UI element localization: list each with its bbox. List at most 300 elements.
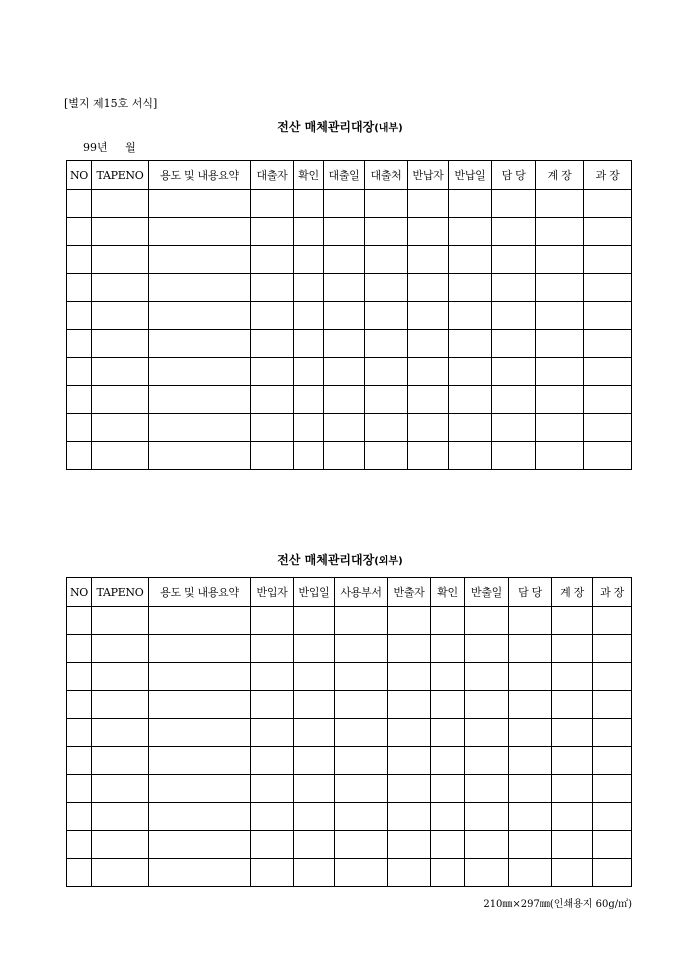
header-cell: 용도 및 내용요약 xyxy=(149,578,251,607)
table-cell xyxy=(408,414,449,442)
table-cell xyxy=(365,274,408,302)
table-cell xyxy=(593,831,632,859)
table-cell xyxy=(324,274,365,302)
table-cell xyxy=(492,386,536,414)
table-cell xyxy=(465,663,509,691)
table-cell xyxy=(294,635,335,663)
table-cell xyxy=(431,607,465,635)
table-cell xyxy=(67,691,92,719)
table-cell xyxy=(492,442,536,470)
table-row xyxy=(67,607,632,635)
table-cell xyxy=(536,414,584,442)
table-cell xyxy=(67,831,92,859)
table-cell xyxy=(584,386,632,414)
external-title-text: 전산 매체관리대장 xyxy=(277,553,375,567)
header-cell: 과 장 xyxy=(593,578,632,607)
table-cell xyxy=(408,386,449,414)
table-row xyxy=(67,442,632,470)
header-cell: 반출자 xyxy=(388,578,431,607)
table-cell xyxy=(251,386,294,414)
table-cell xyxy=(149,190,251,218)
table-cell xyxy=(465,719,509,747)
table-cell xyxy=(465,635,509,663)
table-cell xyxy=(294,803,335,831)
table-cell xyxy=(251,302,294,330)
internal-table-body xyxy=(67,190,632,470)
table-cell xyxy=(408,442,449,470)
table-cell xyxy=(67,803,92,831)
table-cell xyxy=(92,663,149,691)
table-row xyxy=(67,190,632,218)
table-cell xyxy=(449,274,492,302)
table-cell xyxy=(388,859,431,887)
table-cell xyxy=(492,274,536,302)
table-cell xyxy=(67,775,92,803)
table-cell xyxy=(251,719,294,747)
table-cell xyxy=(536,358,584,386)
external-ledger-table xyxy=(66,577,632,887)
table-row xyxy=(67,246,632,274)
table-cell xyxy=(388,775,431,803)
table-cell xyxy=(67,386,92,414)
table-cell xyxy=(294,747,335,775)
table-cell xyxy=(593,663,632,691)
table-cell xyxy=(294,775,335,803)
table-cell xyxy=(365,190,408,218)
header-cell: 대출일 xyxy=(324,161,365,190)
table-cell xyxy=(335,831,388,859)
table-cell xyxy=(449,302,492,330)
table-cell xyxy=(552,747,593,775)
table-cell xyxy=(67,190,92,218)
table-cell xyxy=(251,607,294,635)
table-cell xyxy=(465,831,509,859)
table-cell xyxy=(149,302,251,330)
table-cell xyxy=(492,358,536,386)
table-cell xyxy=(552,775,593,803)
table-cell xyxy=(593,719,632,747)
table-cell xyxy=(251,358,294,386)
header-cell: 계 장 xyxy=(552,578,593,607)
table-row xyxy=(67,330,632,358)
table-cell xyxy=(388,747,431,775)
table-cell xyxy=(67,414,92,442)
form-label: [별지 제15호 서식] xyxy=(64,97,158,110)
table-cell xyxy=(149,691,251,719)
table-cell xyxy=(149,218,251,246)
table-cell xyxy=(584,274,632,302)
header-cell: 반납자 xyxy=(408,161,449,190)
table-cell xyxy=(593,803,632,831)
table-cell xyxy=(449,386,492,414)
table-cell xyxy=(335,775,388,803)
table-cell xyxy=(92,358,149,386)
table-cell xyxy=(335,803,388,831)
table-cell xyxy=(408,302,449,330)
internal-title-suffix: (내부) xyxy=(374,123,403,134)
table-cell xyxy=(92,302,149,330)
table-cell xyxy=(251,803,294,831)
table-cell xyxy=(92,414,149,442)
table-cell xyxy=(335,635,388,663)
table-cell xyxy=(335,719,388,747)
table-row xyxy=(67,691,632,719)
table-cell xyxy=(67,246,92,274)
table-cell xyxy=(251,414,294,442)
table-cell xyxy=(388,663,431,691)
table-cell xyxy=(593,635,632,663)
table-cell xyxy=(251,859,294,887)
table-cell xyxy=(324,414,365,442)
table-cell xyxy=(149,831,251,859)
table-cell xyxy=(67,719,92,747)
table-cell xyxy=(92,803,149,831)
table-cell xyxy=(92,859,149,887)
table-cell xyxy=(324,442,365,470)
table-cell xyxy=(251,831,294,859)
table-cell xyxy=(324,386,365,414)
header-cell: TAPENO xyxy=(92,161,149,190)
table-cell xyxy=(92,607,149,635)
table-cell xyxy=(67,607,92,635)
table-cell xyxy=(92,246,149,274)
table-cell xyxy=(67,302,92,330)
table-cell xyxy=(388,719,431,747)
table-cell xyxy=(149,747,251,775)
table-cell xyxy=(92,386,149,414)
table-cell xyxy=(465,859,509,887)
table-cell xyxy=(335,691,388,719)
table-cell xyxy=(251,747,294,775)
table-cell xyxy=(92,218,149,246)
table-cell xyxy=(149,414,251,442)
table-cell xyxy=(449,246,492,274)
external-header-row xyxy=(67,578,632,607)
table-cell xyxy=(294,691,335,719)
table-cell xyxy=(408,190,449,218)
external-title xyxy=(0,551,680,568)
table-cell xyxy=(584,358,632,386)
table-row xyxy=(67,859,632,887)
table-cell xyxy=(536,302,584,330)
table-cell xyxy=(324,246,365,274)
header-cell: 과 장 xyxy=(584,161,632,190)
header-cell: 반출일 xyxy=(465,578,509,607)
table-cell xyxy=(365,218,408,246)
table-cell xyxy=(552,719,593,747)
header-cell: 반입자 xyxy=(251,578,294,607)
table-cell xyxy=(251,330,294,358)
table-cell xyxy=(365,386,408,414)
table-cell xyxy=(593,859,632,887)
table-cell xyxy=(509,607,552,635)
header-cell: 반입일 xyxy=(294,578,335,607)
table-cell xyxy=(149,274,251,302)
table-cell xyxy=(509,663,552,691)
table-cell xyxy=(92,719,149,747)
table-cell xyxy=(324,218,365,246)
table-cell xyxy=(67,274,92,302)
table-cell xyxy=(251,663,294,691)
table-cell xyxy=(584,246,632,274)
table-cell xyxy=(92,691,149,719)
table-cell xyxy=(431,719,465,747)
header-cell: 대출자 xyxy=(251,161,294,190)
header-cell: 계 장 xyxy=(536,161,584,190)
header-cell: 확인 xyxy=(431,578,465,607)
table-cell xyxy=(584,330,632,358)
table-cell xyxy=(536,442,584,470)
table-row xyxy=(67,302,632,330)
table-row xyxy=(67,663,632,691)
table-cell xyxy=(492,414,536,442)
table-cell xyxy=(492,302,536,330)
table-cell xyxy=(593,691,632,719)
table-cell xyxy=(552,607,593,635)
table-cell xyxy=(431,859,465,887)
table-cell xyxy=(149,635,251,663)
table-cell xyxy=(552,859,593,887)
table-cell xyxy=(92,274,149,302)
table-cell xyxy=(324,302,365,330)
header-cell: 사용부서 xyxy=(335,578,388,607)
table-row xyxy=(67,386,632,414)
table-cell xyxy=(408,330,449,358)
table-cell xyxy=(465,747,509,775)
table-cell xyxy=(149,386,251,414)
table-cell xyxy=(388,691,431,719)
table-cell xyxy=(449,330,492,358)
table-row xyxy=(67,831,632,859)
table-cell xyxy=(536,246,584,274)
table-cell xyxy=(294,663,335,691)
table-cell xyxy=(431,663,465,691)
table-cell xyxy=(294,302,324,330)
table-cell xyxy=(536,330,584,358)
table-cell xyxy=(536,190,584,218)
table-cell xyxy=(593,607,632,635)
table-cell xyxy=(365,358,408,386)
table-cell xyxy=(465,607,509,635)
table-cell xyxy=(251,635,294,663)
table-cell xyxy=(449,414,492,442)
table-cell xyxy=(584,302,632,330)
table-cell xyxy=(149,775,251,803)
table-cell xyxy=(536,274,584,302)
table-cell xyxy=(294,218,324,246)
table-cell xyxy=(492,190,536,218)
table-cell xyxy=(294,330,324,358)
internal-title-text: 전산 매체관리대장 xyxy=(277,120,375,134)
table-cell xyxy=(294,386,324,414)
table-row xyxy=(67,775,632,803)
table-cell xyxy=(67,663,92,691)
table-cell xyxy=(509,719,552,747)
table-cell xyxy=(294,859,335,887)
table-cell xyxy=(251,246,294,274)
table-cell xyxy=(294,831,335,859)
table-cell xyxy=(552,635,593,663)
table-cell xyxy=(324,358,365,386)
table-cell xyxy=(593,775,632,803)
table-cell xyxy=(294,414,324,442)
table-cell xyxy=(149,442,251,470)
table-cell xyxy=(324,190,365,218)
table-cell xyxy=(465,691,509,719)
table-cell xyxy=(294,719,335,747)
table-cell xyxy=(92,831,149,859)
table-cell xyxy=(584,414,632,442)
table-cell xyxy=(552,691,593,719)
table-cell xyxy=(67,330,92,358)
table-cell xyxy=(92,747,149,775)
table-cell xyxy=(492,246,536,274)
table-cell xyxy=(465,775,509,803)
header-cell: TAPENO xyxy=(92,578,149,607)
table-cell xyxy=(92,330,149,358)
table-cell xyxy=(67,859,92,887)
table-cell xyxy=(408,246,449,274)
table-cell xyxy=(67,442,92,470)
table-cell xyxy=(509,831,552,859)
table-cell xyxy=(449,218,492,246)
table-cell xyxy=(536,386,584,414)
header-cell: NO xyxy=(67,578,92,607)
header-cell: 대출처 xyxy=(365,161,408,190)
table-cell xyxy=(365,302,408,330)
table-cell xyxy=(552,663,593,691)
table-cell xyxy=(251,190,294,218)
header-cell: 확인 xyxy=(294,161,324,190)
table-cell xyxy=(388,831,431,859)
internal-ledger-table xyxy=(66,160,632,470)
table-cell xyxy=(449,358,492,386)
table-cell xyxy=(149,719,251,747)
table-cell xyxy=(251,274,294,302)
table-cell xyxy=(509,775,552,803)
table-cell xyxy=(431,831,465,859)
table-cell xyxy=(431,803,465,831)
table-row xyxy=(67,719,632,747)
table-cell xyxy=(408,274,449,302)
table-cell xyxy=(149,803,251,831)
table-cell xyxy=(431,691,465,719)
table-cell xyxy=(149,330,251,358)
table-cell xyxy=(294,190,324,218)
internal-header-row xyxy=(67,161,632,190)
table-cell xyxy=(449,190,492,218)
table-row xyxy=(67,274,632,302)
table-cell xyxy=(509,859,552,887)
table-cell xyxy=(388,607,431,635)
table-cell xyxy=(92,775,149,803)
table-cell xyxy=(593,747,632,775)
paper-spec-footer: 210㎜×297㎜(인쇄용지 60g/㎡) xyxy=(483,899,632,910)
table-cell xyxy=(584,218,632,246)
header-cell: 담 당 xyxy=(492,161,536,190)
year-month xyxy=(83,139,136,155)
table-cell xyxy=(335,859,388,887)
month-label: 월 xyxy=(125,141,136,154)
table-cell xyxy=(388,803,431,831)
table-row xyxy=(67,218,632,246)
table-cell xyxy=(431,775,465,803)
table-cell xyxy=(294,442,324,470)
table-cell xyxy=(67,635,92,663)
table-row xyxy=(67,803,632,831)
table-cell xyxy=(365,414,408,442)
table-cell xyxy=(431,635,465,663)
table-cell xyxy=(536,218,584,246)
external-table-body xyxy=(67,607,632,887)
header-cell: NO xyxy=(67,161,92,190)
table-cell xyxy=(492,330,536,358)
table-cell xyxy=(149,859,251,887)
table-cell xyxy=(251,691,294,719)
table-row xyxy=(67,414,632,442)
table-cell xyxy=(335,747,388,775)
table-cell xyxy=(335,663,388,691)
table-cell xyxy=(584,190,632,218)
table-cell xyxy=(365,330,408,358)
table-cell xyxy=(431,747,465,775)
table-cell xyxy=(92,635,149,663)
table-cell xyxy=(552,831,593,859)
table-row xyxy=(67,635,632,663)
table-cell xyxy=(465,803,509,831)
table-cell xyxy=(492,218,536,246)
table-cell xyxy=(408,358,449,386)
table-cell xyxy=(251,775,294,803)
table-cell xyxy=(251,218,294,246)
table-cell xyxy=(251,442,294,470)
table-cell xyxy=(294,246,324,274)
table-cell xyxy=(335,607,388,635)
year-label: 99년 xyxy=(83,141,108,154)
header-cell: 반납일 xyxy=(449,161,492,190)
table-cell xyxy=(67,747,92,775)
table-cell xyxy=(149,358,251,386)
table-cell xyxy=(584,442,632,470)
external-title-suffix: (외부) xyxy=(374,556,403,567)
table-cell xyxy=(509,747,552,775)
table-cell xyxy=(149,246,251,274)
table-cell xyxy=(294,274,324,302)
table-cell xyxy=(67,218,92,246)
table-cell xyxy=(509,635,552,663)
table-cell xyxy=(365,442,408,470)
table-cell xyxy=(149,607,251,635)
table-cell xyxy=(509,803,552,831)
table-cell xyxy=(388,635,431,663)
internal-title xyxy=(0,118,680,135)
table-cell xyxy=(294,358,324,386)
table-cell xyxy=(149,663,251,691)
table-cell xyxy=(365,246,408,274)
table-cell xyxy=(449,442,492,470)
table-cell xyxy=(92,442,149,470)
table-cell xyxy=(324,330,365,358)
header-cell: 용도 및 내용요약 xyxy=(149,161,251,190)
table-row xyxy=(67,747,632,775)
table-cell xyxy=(509,691,552,719)
table-cell xyxy=(92,190,149,218)
header-cell: 담 당 xyxy=(509,578,552,607)
table-cell xyxy=(552,803,593,831)
table-cell xyxy=(408,218,449,246)
table-cell xyxy=(294,607,335,635)
table-cell xyxy=(67,358,92,386)
